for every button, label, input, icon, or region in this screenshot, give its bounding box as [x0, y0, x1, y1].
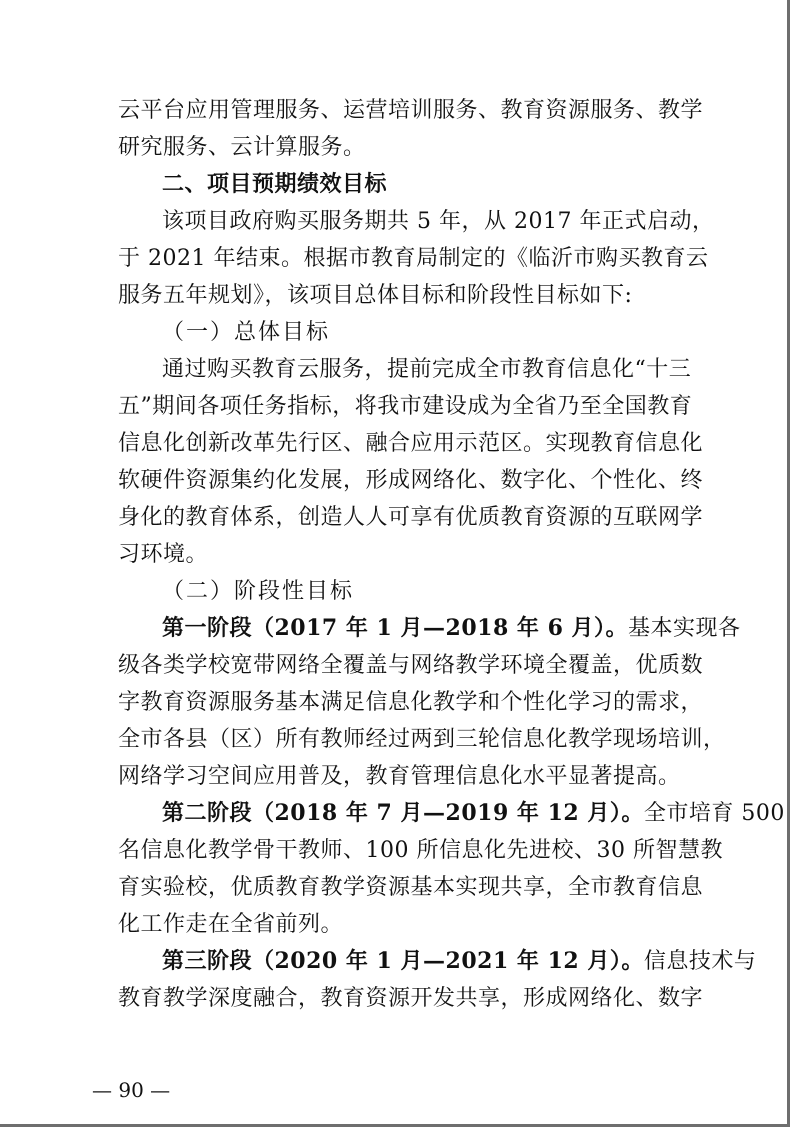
text-line: 通过购买教育云服务，提前完成全市教育信息化“十三 [162, 357, 692, 382]
text-line: 于 2021 年结束。根据市教育局制定的《临沂市购买教育云 [118, 246, 709, 271]
text-line: 名信息化教学骨干教师、100 所信息化先进校、30 所智慧教 [118, 838, 723, 863]
text-line: 信息化创新改革先行区、融合应用示范区。实现教育信息化 [118, 431, 704, 456]
section-heading: 二、项目预期绩效目标 [162, 171, 388, 197]
stage2-first-line [118, 795, 785, 832]
document-body [118, 92, 785, 1017]
text-line: 云平台应用管理服务、运营培训服务、教育资源服务、教学 [118, 98, 704, 123]
text-line: 软硬件资源集约化发展，形成网络化、数字化、个性化、终 [118, 468, 704, 493]
text-line: 全市各县（区）所有教师经过两到三轮信息化教学现场培训， [118, 727, 726, 752]
stage3-text: 信息技术与 [643, 949, 757, 974]
text-line: 该项目政府购买服务期共 5 年，从 2017 年正式启动， [162, 209, 715, 234]
text-line: 习环境。 [118, 542, 209, 567]
subheading-stage-goals: （二）阶段性目标 [162, 579, 355, 604]
text-line: 身化的教育体系，创造人人可享有优质教育资源的互联网学 [118, 505, 704, 530]
stage3-first-line [118, 943, 757, 980]
text-line: 网络学习空间应用普及，教育管理信息化水平显著提高。 [118, 764, 681, 789]
text-line: 服务五年规划》，该项目总体目标和阶段性目标如下: [118, 283, 633, 308]
stage2-text: 全市培育 500 [643, 801, 785, 826]
text-line: 教育教学深度融合，教育资源开发共享，形成网络化、数字 [118, 986, 704, 1011]
text-line: 五”期间各项任务指标，将我市建设成为全省乃至全国教育 [118, 394, 693, 419]
stage1-text: 基本实现各 [628, 616, 741, 641]
stage1-first-line [118, 610, 741, 647]
text-line: 字教育资源服务基本满足信息化教学和个性化学习的需求， [118, 690, 704, 715]
stage1-title: 第一阶段（2017 年 1 月—2018 年 6 月）。 [162, 615, 629, 641]
page-number: — 90 — [92, 1078, 171, 1102]
text-line: 研究服务、云计算服务。 [118, 135, 366, 160]
stage2-title: 第二阶段（2018 年 7 月—2019 年 12 月）。 [162, 800, 644, 826]
text-line: 化工作走在全省前列。 [118, 912, 344, 937]
text-line: 育实验校，优质教育教学资源基本实现共享，全市教育信息 [118, 875, 704, 900]
stage3-title: 第三阶段（2020 年 1 月—2021 年 12 月）。 [162, 948, 644, 974]
text-line: 级各类学校宽带网络全覆盖与网络教学环境全覆盖，优质数 [118, 653, 704, 678]
subheading-overall-goal: （一）总体目标 [162, 320, 331, 345]
